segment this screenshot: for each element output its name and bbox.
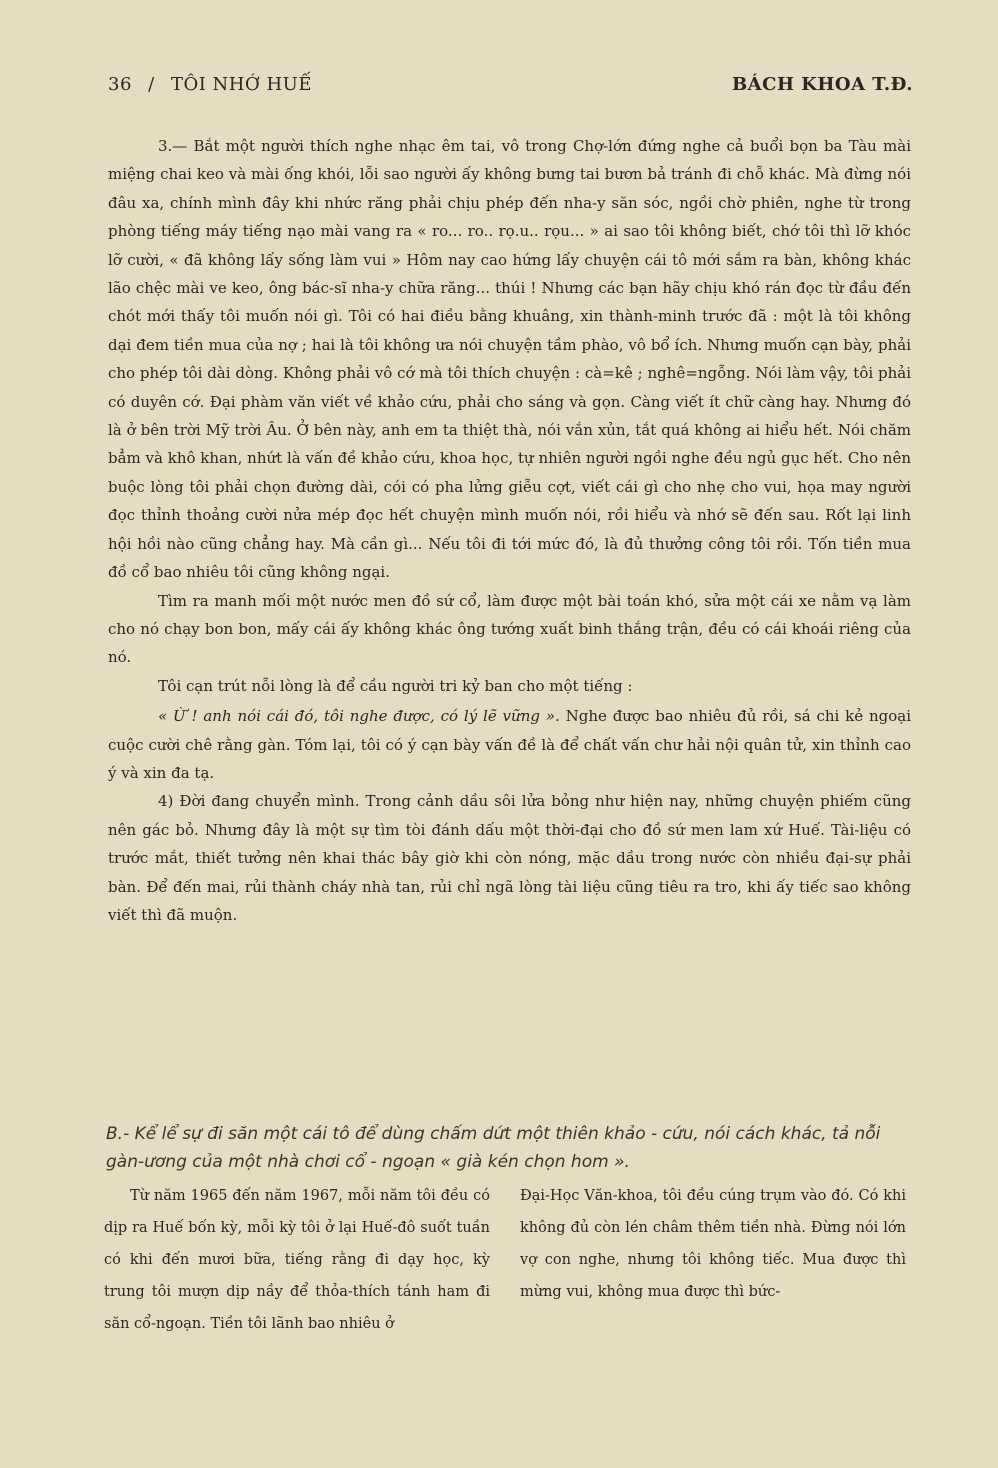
running-title: TÔI NHỚ HUẾ <box>170 74 312 95</box>
journal-name: BÁCH KHOA T.Đ. <box>731 74 913 95</box>
header-separator: / <box>148 74 155 95</box>
section-3-quote-paragraph <box>108 702 911 787</box>
right-column <box>520 1180 906 1308</box>
header-left <box>108 74 312 95</box>
section-3 <box>108 132 911 929</box>
right-column-text: Đại-Học Văn-khoa, tôi đều cúng trụm vào đó. Có khi không đủ còn lén châm thêm tiền nhà. Đừng nói lớn vợ con nghe, nhưng tôi không tiếc. Mua được thì mừng vui, không mua được thì bức- <box>520 1188 906 1300</box>
quote-continuation: Nghe được bao nhiêu đủ rồi, sá chi kẻ ngoại cuộc cười chê rằng gàn. Tóm lại, tôi có ý cạn bày vấn đề là để chất vấn chư hải nội quân tử, xin thỉnh cao ý và xin đa tạ. <box>108 707 912 782</box>
running-header <box>108 74 913 98</box>
page-number: 36 <box>108 74 132 95</box>
section-3-paragraph-2: Tìm ra manh mối một nước men đồ sứ cổ, làm được một bài toán khó, sửa một cái xe nằm vạ làm cho nó chạy bon bon, mấy cái ấy không khác ông tướng xuất binh thắng trận, đều có cái khoái riêng của nó. <box>108 591 911 667</box>
left-column-text: Từ năm 1965 đến năm 1967, mỗi năm tôi đều có dịp ra Huế bốn kỳ, mỗi kỳ tôi ở lại Huế-đô suốt tuần có khi đến mươi bữa, tiếng rằng đi dạy học, kỳ trung tôi mượn dịp nầy để thỏa-thích tánh ham đi săn cổ-ngoạn. Tiền tôi lãnh bao nhiêu ở <box>104 1188 490 1332</box>
left-column <box>104 1180 490 1340</box>
section-b-heading: B.- Kể lể sự đi săn một cái tô để dùng chấm dứt một thiên khảo - cứu, nói cách khác, tả nỗi gàn-ương của một nhà chơi cổ - ngoạn « già kén chọn hom ». <box>106 1124 881 1172</box>
quoted-remark: « Ừ ! anh nói cái đó, tôi nghe được, có lý lẽ vững ». <box>158 707 560 726</box>
section-3-paragraph-1: 3.— Bắt một người thích nghe nhạc êm tai, vô trong Chợ-lớn đứng nghe cả buổi bọn ba Tàu mài miệng chai keo và mài ống khói, lỗi sao người ấy không bưng tai bươn bả tránh đi chỗ khác. Mà đừng nói đâu xa, chính mình đây khi nhức răng phải chịu phép đến nha-y săn sóc, ngồi chờ phiên, nghe từ trong phòng tiếng máy tiếng nạo mài vang ra « ro... ro.. rọ.u.. rọu... » ai sao tôi không biết, chớ tôi thì lỡ khóc lỡ cười, « đã không lấy sống làm vui » Hôm nay cao hứng lấy chuyện cái tô mới sắm ra bàn, không khác lão chệc mài ve keo, ông bác-sĩ nha-y chữa răng... thúi ! Nhưng các bạn hãy chịu khó rán đọc từ đầu đến chót mới thấy tôi muốn nói gì. Tôi có hai điều bằng khuâng, xin thành-minh trước đã : một là tôi không dại đem tiền mua của nợ ; hai là tôi không ưa nói chuyện tầm phào, vô bổ ích. Nhưng muốn cạn bày, phải cho phép tôi dài dòng. Không phải vô cớ mà tôi thích chuyện : cà=kê ; nghê=ngỗng. Nói làm vậy, tôi phải có duyên cớ. Đại phàm văn viết về khảo cứu, phải cho sáng và gọn. Càng viết ít chữ càng hay. Nhưng đó là ở bên trời Mỹ trời Âu. Ở bên này, anh em ta thiệt thà, nói vắn xủn, tắt quá không ai hiểu hết. Nói chăm bẳm và khô khan, nhứt là vấn đề khảo cứu, khoa học, tự nhiên người ngồi nghe đều ngủ gục hết. Cho nên buộc lòng tôi phải chọn đường dài, cói có pha lửng giễu cợt, viết cái gì cho nhẹ cho vui, họa may người đọc thỉnh thoảng cười nửa mép đọc hết chuyện mình muốn nói, rồi hiểu và nhớ sẽ đến sau. Rốt lại linh hội hồi nào cũng chẳng hay. Mà cần gì... Nếu tôi đi tới mức đó, là đủ thưởng công tôi rồi. Tốn tiền mua đồ cổ bao nhiêu tôi cũng không ngại. <box>108 137 911 582</box>
section-3-paragraph-3: Tôi cạn trút nỗi lòng là để cầu người tri kỷ ban cho một tiếng : <box>158 676 633 695</box>
section-4-paragraph: 4) Đời đang chuyển mình. Trong cảnh dầu sôi lửa bỏng như hiện nay, những chuyện phiếm cũng nên gác bỏ. Nhưng đây là một sự tìm tòi đánh dấu một thời-đại cho đồ sứ men lam xứ Huế. Tài-liệu có trước mắt, thiết tưởng nên khai thác bây giờ khi còn nóng, mặc dầu trong nước còn nhiều đại-sự phải bàn. Để đến mai, rủi thành cháy nhà tan, rủi chỉ ngã lòng tài liệu cũng tiêu ra tro, khi ấy tiếc sao không viết thì đã muộn. <box>108 792 911 924</box>
